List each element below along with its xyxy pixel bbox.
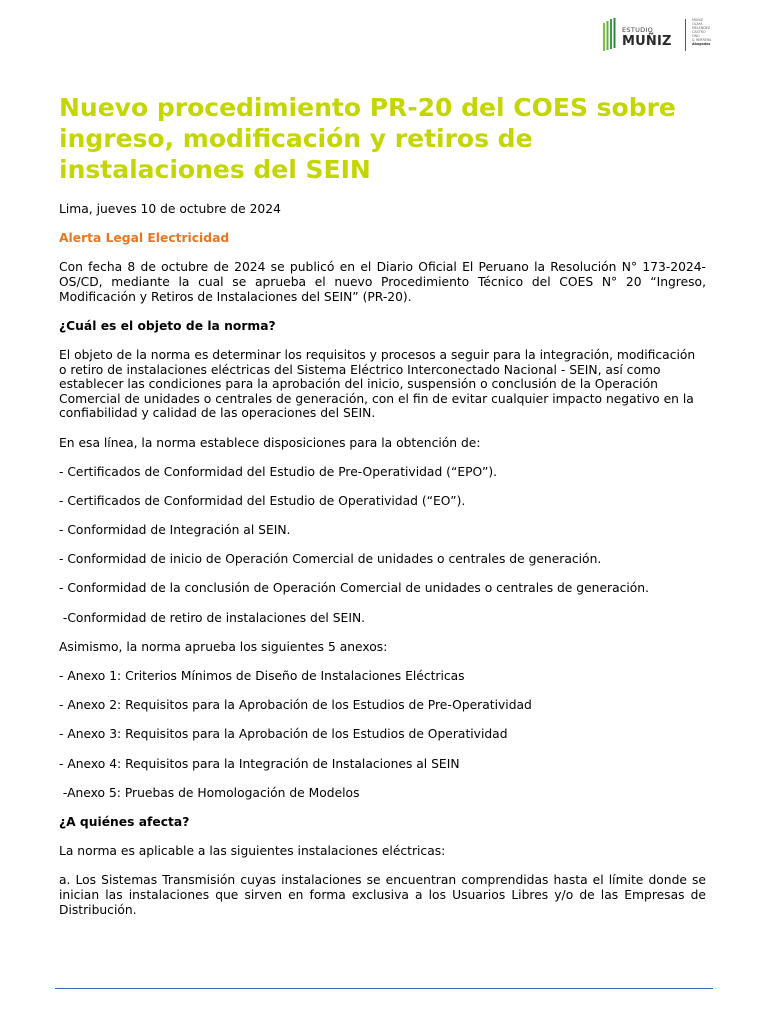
date-line: Lima, jueves 10 de octubre de 2024 (59, 202, 281, 216)
list-item: - Conformidad de Integración al SEIN. (59, 523, 291, 538)
document-body (59, 202, 706, 932)
logo-bars-icon (602, 17, 619, 53)
item-a-paragraph: a. Los Sistemas Transmisión cuyas instalaciones se encuentran comprendidas hasta el límite donde se inician las instalaciones que sirven en forma exclusiva a los Usuarios Libres y/o de las Empresas de Distribución. (59, 873, 706, 917)
estudio-muniz-logo (602, 16, 718, 56)
question-afecta: ¿A quiénes afecta? (59, 814, 190, 829)
anexo-item: - Anexo 4: Requisitos para la Integración de Instalaciones al SEIN (59, 756, 460, 771)
intro-paragraph: Con fecha 8 de octubre de 2024 se publicó en el Diario Oficial El Peruano la Resolución N° 173-2024-OS/CD, mediante la cual se aprueba el nuevo Procedimiento Técnico del COES N° 20 “Ingreso, Modificación y Retiros de Instalaciones del SEIN” (PR-20). (59, 260, 706, 304)
list-item: - Certificados de Conformidad del Estudio de Pre-Operatividad (“EPO”). (59, 464, 498, 479)
list-item: - Conformidad de la conclusión de Operación Comercial de unidades o centrales de generación. (59, 581, 650, 596)
footer-divider (55, 988, 713, 989)
list-item: - Conformidad de inicio de Operación Comercial de unidades o centrales de generación. (59, 552, 602, 567)
aplicable-paragraph: La norma es aplicable a las siguientes instalaciones eléctricas: (59, 844, 446, 859)
logo-estudio-text: ESTUDIO (622, 26, 654, 34)
anexo-item: - Anexo 1: Criterios Mínimos de Diseño de Instalaciones Eléctricas (59, 669, 465, 683)
asimismo-paragraph: Asimismo, la norma aprueba los siguientes 5 anexos: (59, 639, 388, 654)
logo-partner-names: MUÑIZ OLAYA MELENDEZ CASTRO ONO & HERRERA Abogados (692, 18, 712, 46)
list-item: - Certificados de Conformidad del Estudio de Operatividad (“EO”). (59, 493, 466, 508)
anexo-item: - Anexo 3: Requisitos para la Aprobación de los Estudios de Operatividad (59, 727, 508, 742)
linea-paragraph: En esa línea, la norma establece disposiciones para la obtención de: (59, 435, 481, 450)
logo-muniz-text: MUÑIZ (622, 34, 672, 49)
logo-separator (685, 19, 686, 51)
list-item: -Conformidad de retiro de instalaciones del SEIN. (59, 610, 366, 625)
alert-label: Alerta Legal Electricidad (59, 231, 230, 246)
anexo-item: -Anexo 5: Pruebas de Homologación de Modelos (59, 785, 360, 800)
objeto-paragraph: El objeto de la norma es determinar los requisitos y procesos a seguir para la integración, modificación o retiro de instalaciones eléctricas del Sistema Eléctrico Interconectado Nacional - SEIN, así como establecer las condiciones para la aprobación del inicio, suspensión o conclusión de la Operación Comercial de unidades o centrales de generación, con el fin de evitar cualquier impacto negativo en la confiabilidad y calidad de las operaciones del SEIN. (59, 347, 696, 421)
anexo-item: - Anexo 2: Requisitos para la Aprobación de los Estudios de Pre-Operatividad (59, 698, 532, 713)
question-objeto: ¿Cuál es el objeto de la norma? (59, 318, 276, 333)
document-title: Nuevo procedimiento PR-20 del COES sobre ingreso, modificación y retiros de instalaciones del SEIN (59, 93, 676, 184)
